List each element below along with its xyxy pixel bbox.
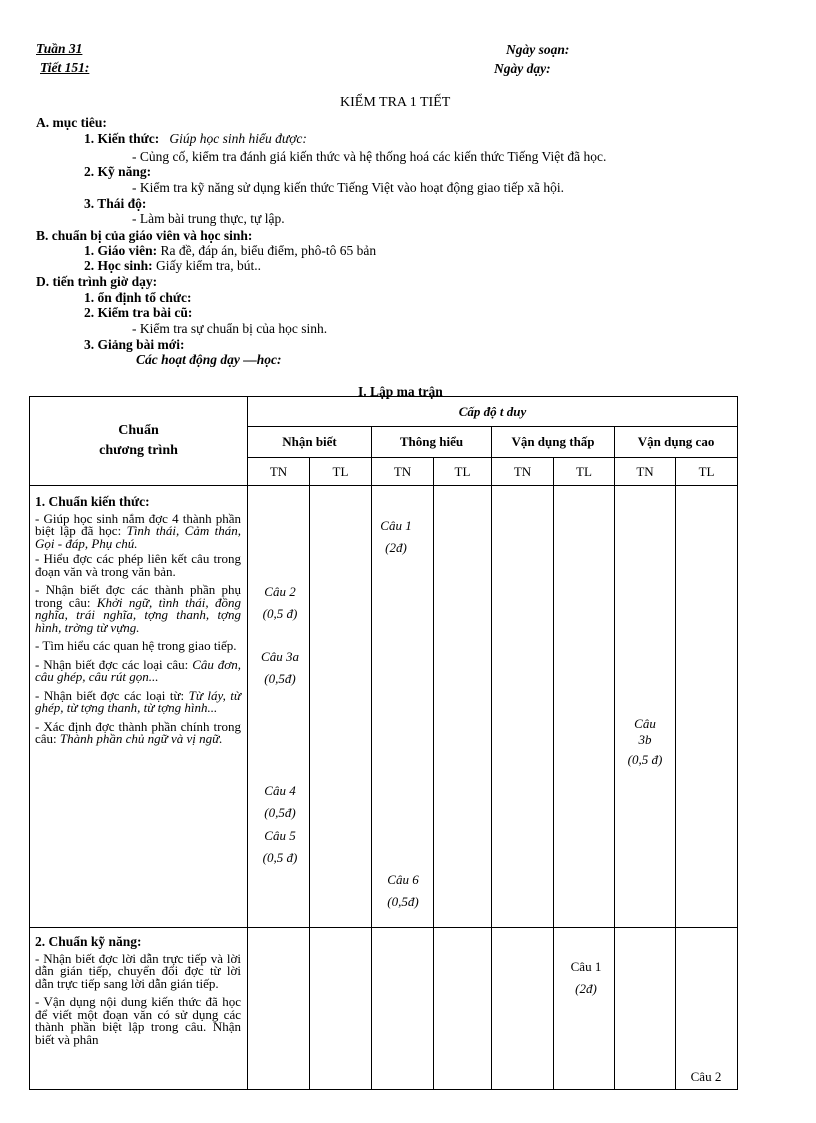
procedure-step2: 2. Kiểm tra bài cũ: <box>84 305 193 320</box>
student-row <box>84 258 261 274</box>
criteria-item: - Nhận biết đợc các loại từ: Từ láy, từ ghép, từ tợng thanh, từ tợng hình... <box>35 687 241 715</box>
teacher-row <box>84 243 376 259</box>
student-label: 2. Học sinh: <box>84 258 153 273</box>
mark-s2: Câu 2 <box>690 1069 722 1084</box>
student-text: Giấy kiểm tra, bút.. <box>156 258 261 273</box>
date-taught-label: Ngày dạy: <box>494 61 551 76</box>
procedure-heading: D. tiến trình giờ dạy: <box>36 274 158 289</box>
knowledge-label: 1. Kiến thức: <box>84 131 160 146</box>
type-cell: TN <box>492 458 554 486</box>
mark-q2: Câu 2 (0,5 đ) <box>262 584 298 621</box>
cell <box>434 928 492 1090</box>
activities-label: Các hoạt động dạy —học: <box>136 352 282 367</box>
procedure-step1: 1. ổn định tổ chức: <box>84 290 192 305</box>
mark-q6: Câu 6 (0,5đ) <box>387 872 419 909</box>
period-label: Tiết 151: <box>40 60 90 75</box>
type-cell: TN <box>372 458 434 486</box>
attitude-label: 3. Thái độ: <box>84 196 147 211</box>
criteria-item: - Giúp học sinh nắm đợc 4 thành phần biệt lập đã học: Tình thái, Cảm thán, Gọi - đáp, Phụ chú. <box>35 510 241 551</box>
criteria-item: - Hiểu đợc các phép liên kết câu trong đoạn văn và trong văn bản. <box>35 551 241 579</box>
procedure-step3: 3. Giảng bài mới: <box>84 337 185 352</box>
preparation-heading: B. chuẩn bị của giáo viên và học sinh: <box>36 228 253 243</box>
knowledge-criteria-title: 1. Chuẩn kiến thức: <box>35 494 150 509</box>
cell <box>615 928 676 1090</box>
procedure-step2-item: - Kiểm tra sự chuẩn bị của học sinh. <box>132 321 328 336</box>
teacher-label: 1. Giáo viên: <box>84 243 158 258</box>
criteria-item: - Tìm hiểu các quan hệ trong giao tiếp. <box>35 638 237 653</box>
mark-s1: Câu 1 (2đ) <box>570 959 602 996</box>
program-header-text: Chuẩn chương trình <box>99 423 178 458</box>
week-label: Tuần 31 <box>36 41 83 56</box>
cell <box>310 928 372 1090</box>
cell <box>372 928 434 1090</box>
knowledge-row <box>84 131 307 147</box>
type-cell: TL <box>676 458 738 486</box>
cell <box>554 486 615 928</box>
type-cell: TL <box>554 458 615 486</box>
skills-criteria-title: 2. Chuẩn kỹ năng: <box>35 934 142 949</box>
cell <box>492 928 554 1090</box>
cell <box>676 486 738 928</box>
knowledge-criteria-cell <box>30 486 248 928</box>
type-cell: TL <box>434 458 492 486</box>
objectives-heading: A. mục tiêu: <box>36 115 107 130</box>
criteria-item: - Nhận biết đợc các loại câu: Câu đơn, câu ghép, câu rút gọn... <box>35 656 241 684</box>
cell <box>492 486 554 928</box>
mark-q4: Câu 4 (0,5đ) <box>264 783 296 820</box>
program-header <box>30 397 248 486</box>
skills-item: - Kiểm tra kỹ năng sử dụng kiến thức Tiếng Việt vào hoạt động giao tiếp xã hội. <box>132 180 565 195</box>
cell <box>554 928 615 1090</box>
skills-criteria-cell <box>30 928 248 1090</box>
knowledge-intro: Giúp học sinh hiểu được: <box>169 131 307 146</box>
level-header: Cấp độ t duy <box>248 397 738 427</box>
skills-label: 2. Kỹ năng: <box>84 164 152 179</box>
attitude-item: - Làm bài trung thực, tự lập. <box>132 211 285 226</box>
matrix-caption: I. Lập ma trận <box>358 384 443 399</box>
level-apply-high: Vận dụng cao <box>615 427 738 458</box>
type-cell: TL <box>310 458 372 486</box>
type-cell: TN <box>615 458 676 486</box>
mark-q3b: Câu 3b (0,5 đ) <box>627 716 663 767</box>
cell <box>248 928 310 1090</box>
criteria-item: - Nhận biết đợc các thành phần phụ trong câu: Khởi ngữ, tình thái, đồng nghĩa, trái nghĩa, tợng thanh, tợng hình, trờng từ vựng. <box>35 582 241 635</box>
knowledge-item: - Củng cố, kiểm tra đánh giá kiến thức và hệ thống hoá các kiến thức Tiếng Việt đã học. <box>132 149 607 164</box>
page-title: KIỂM TRA 1 TIẾT <box>340 95 451 110</box>
criteria-item: - Vận dụng nội dung kiến thức đã học để viết một đoạn văn có sử dụng các thành phần biệt lập trong câu. Nhận biết và phân <box>35 994 241 1047</box>
level-understand: Thông hiểu <box>372 427 492 458</box>
level-apply-low: Vận dụng thấp <box>492 427 615 458</box>
cell <box>434 486 492 928</box>
cell <box>310 486 372 928</box>
mark-q3a: Câu 3a (0,5đ) <box>261 649 299 686</box>
cell <box>615 486 676 928</box>
criteria-item: - Xác định đợc thành phần chính trong câu: Thành phần chủ ngữ và vị ngữ. <box>35 718 241 746</box>
type-cell: TN <box>248 458 310 486</box>
date-prepared-label: Ngày soạn: <box>506 42 570 57</box>
mark-q5: Câu 5 (0,5 đ) <box>262 828 298 865</box>
criteria-item: - Nhận biết đợc lời dẫn trực tiếp và lời dẫn gián tiếp, chuyển đổi đợc từ lời dẫn trực tiếp sang lời dẫn gián tiếp. <box>35 950 241 991</box>
teacher-text: Ra đề, đáp án, biểu điểm, phô-tô 65 bản <box>160 243 377 258</box>
level-recognize: Nhận biết <box>248 427 372 458</box>
mark-q1: Câu 1 (2đ) <box>380 518 412 555</box>
